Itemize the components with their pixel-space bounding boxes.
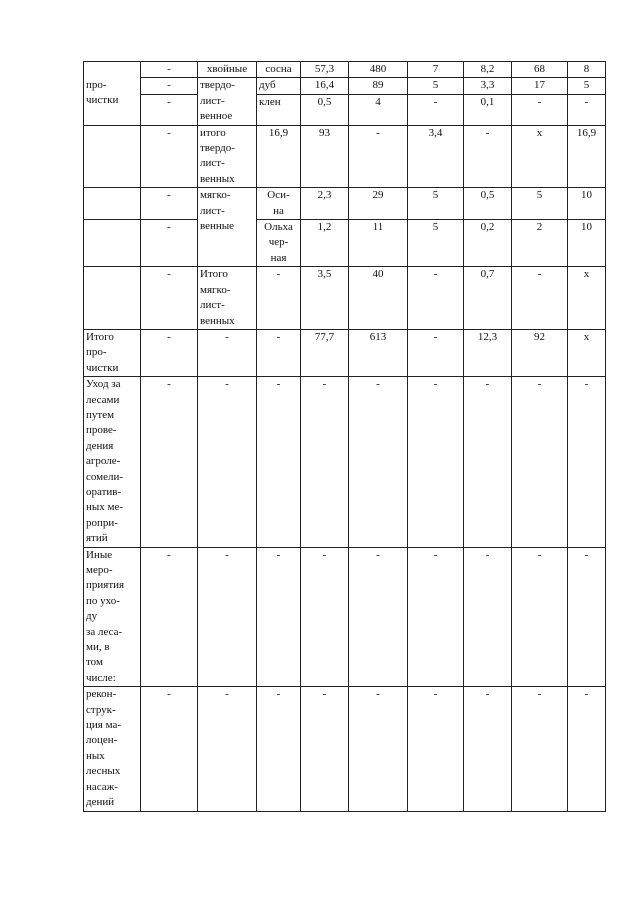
table-cell: -: [257, 329, 301, 376]
table-cell: 8,2: [464, 62, 512, 78]
table-cell: 7: [408, 62, 464, 78]
table-cell: х: [568, 267, 606, 330]
table-cell: -: [464, 377, 512, 547]
table-cell: 12,3: [464, 329, 512, 376]
table-cell: 2,3: [301, 188, 349, 220]
table-cell: [84, 125, 141, 188]
table-cell: -: [257, 377, 301, 547]
table-cell: 3,5: [301, 267, 349, 330]
table-cell: 10: [568, 188, 606, 220]
table-cell: -: [141, 377, 198, 547]
table-cell: -: [141, 687, 198, 811]
table-cell: -: [464, 687, 512, 811]
table-cell: -: [568, 687, 606, 811]
table-cell: 480: [349, 62, 408, 78]
table-cell: -: [257, 267, 301, 330]
table-cell: -: [141, 267, 198, 330]
table-row: [84, 62, 606, 78]
table-cell: 40: [349, 267, 408, 330]
table-cell: 16,9: [257, 125, 301, 188]
table-cell: 1,2: [301, 220, 349, 267]
table-cell: -: [408, 687, 464, 811]
category-label: про- чистки: [86, 79, 119, 107]
table-cell: -: [512, 267, 568, 330]
table-cell: 5: [408, 188, 464, 220]
table-cell: 68: [512, 62, 568, 78]
table-cell: 0,5: [301, 95, 349, 126]
table-cell: рекон- струк- ция ма- лоцен- ных лесных насаж- дений: [84, 687, 141, 811]
table-cell: итого твердо- лист- венных: [198, 125, 257, 188]
table-cell: 2: [512, 220, 568, 267]
table-cell: -: [568, 377, 606, 547]
table-cell: Оси- на: [257, 188, 301, 220]
table-cell: -: [408, 95, 464, 126]
table-cell: 16,4: [301, 78, 349, 95]
table-cell: -: [408, 377, 464, 547]
table-row: [84, 220, 606, 267]
table-cell: -: [512, 547, 568, 687]
table-cell: дуб: [257, 78, 301, 95]
table-cell: 3,4: [408, 125, 464, 188]
table-row: [84, 267, 606, 330]
table-cell: -: [141, 95, 198, 126]
table-cell: -: [198, 687, 257, 811]
table-cell: -: [349, 125, 408, 188]
table-cell: -: [141, 62, 198, 78]
table-cell: 5: [408, 78, 464, 95]
table-cell: -: [257, 687, 301, 811]
table-cell: 0,5: [464, 188, 512, 220]
table-cell: 3,3: [464, 78, 512, 95]
table-cell: сосна: [257, 62, 301, 78]
table-cell: -: [408, 329, 464, 376]
table-cell: х: [568, 329, 606, 376]
table-cell: -: [198, 329, 257, 376]
table-cell: 0,7: [464, 267, 512, 330]
table-cell: -: [512, 687, 568, 811]
table-row: [84, 547, 606, 687]
table-cell: -: [568, 95, 606, 126]
table-cell: -: [512, 377, 568, 547]
table-cell: -: [141, 547, 198, 687]
table-cell: -: [301, 687, 349, 811]
table-cell: Иные меро- приятия по ухо- ду за леса- ми, в том числе:: [84, 547, 141, 687]
table-cell: 89: [349, 78, 408, 95]
table-cell: 77,7: [301, 329, 349, 376]
table-row: [84, 188, 606, 220]
table-cell: 613: [349, 329, 408, 376]
table-cell: Уход за лесами путем прове- дения агроле- сомели- oратив- ных ме- ропри- ятий: [84, 377, 141, 547]
table-cell: -: [349, 547, 408, 687]
table-cell: -: [301, 547, 349, 687]
table-cell: -: [512, 95, 568, 126]
table-cell: -: [141, 188, 198, 220]
table-cell: 5: [512, 188, 568, 220]
table-cell: -: [198, 377, 257, 547]
table-cell: -: [141, 220, 198, 267]
table-row: [84, 78, 606, 95]
table-cell: Ольха чер- ная: [257, 220, 301, 267]
table-cell: -: [464, 125, 512, 188]
category-cell: [84, 62, 141, 126]
table-cell: 29: [349, 188, 408, 220]
table-cell: 17: [512, 78, 568, 95]
table-cell: 11: [349, 220, 408, 267]
table-cell: 57,3: [301, 62, 349, 78]
table-cell: 93: [301, 125, 349, 188]
table-row: [84, 687, 606, 811]
table-cell: -: [408, 267, 464, 330]
table-cell: 5: [568, 78, 606, 95]
table-cell: Итого мягко- лист- венных: [198, 267, 257, 330]
table-cell: -: [141, 329, 198, 376]
table-cell: [84, 267, 141, 330]
table-cell: 0,2: [464, 220, 512, 267]
table-cell: -: [301, 377, 349, 547]
table-cell: твердо- лист- венное: [198, 78, 257, 125]
table-cell: [84, 220, 141, 267]
table-cell: мягко- лист- венные: [198, 188, 257, 267]
table-cell: 8: [568, 62, 606, 78]
table-cell: -: [408, 547, 464, 687]
table-cell: -: [141, 78, 198, 95]
table-row: [84, 377, 606, 547]
table-cell: -: [349, 687, 408, 811]
table-cell: клен: [257, 95, 301, 126]
table-cell: -: [141, 125, 198, 188]
table-cell: -: [257, 547, 301, 687]
table-cell: х: [512, 125, 568, 188]
table-cell: 16,9: [568, 125, 606, 188]
table-row: [84, 125, 606, 188]
table-cell: 5: [408, 220, 464, 267]
table-row: [84, 329, 606, 376]
table-cell: -: [464, 547, 512, 687]
table-cell: хвойные: [198, 62, 257, 78]
table-cell: 4: [349, 95, 408, 126]
table-cell: 0,1: [464, 95, 512, 126]
table-row: [84, 95, 606, 126]
table-cell: -: [568, 547, 606, 687]
table-cell: -: [349, 377, 408, 547]
data-table: [83, 61, 606, 812]
table-cell: Итого про- чистки: [84, 329, 141, 376]
table-cell: -: [198, 547, 257, 687]
table-cell: [84, 188, 141, 220]
table-cell: 10: [568, 220, 606, 267]
table-cell: 92: [512, 329, 568, 376]
